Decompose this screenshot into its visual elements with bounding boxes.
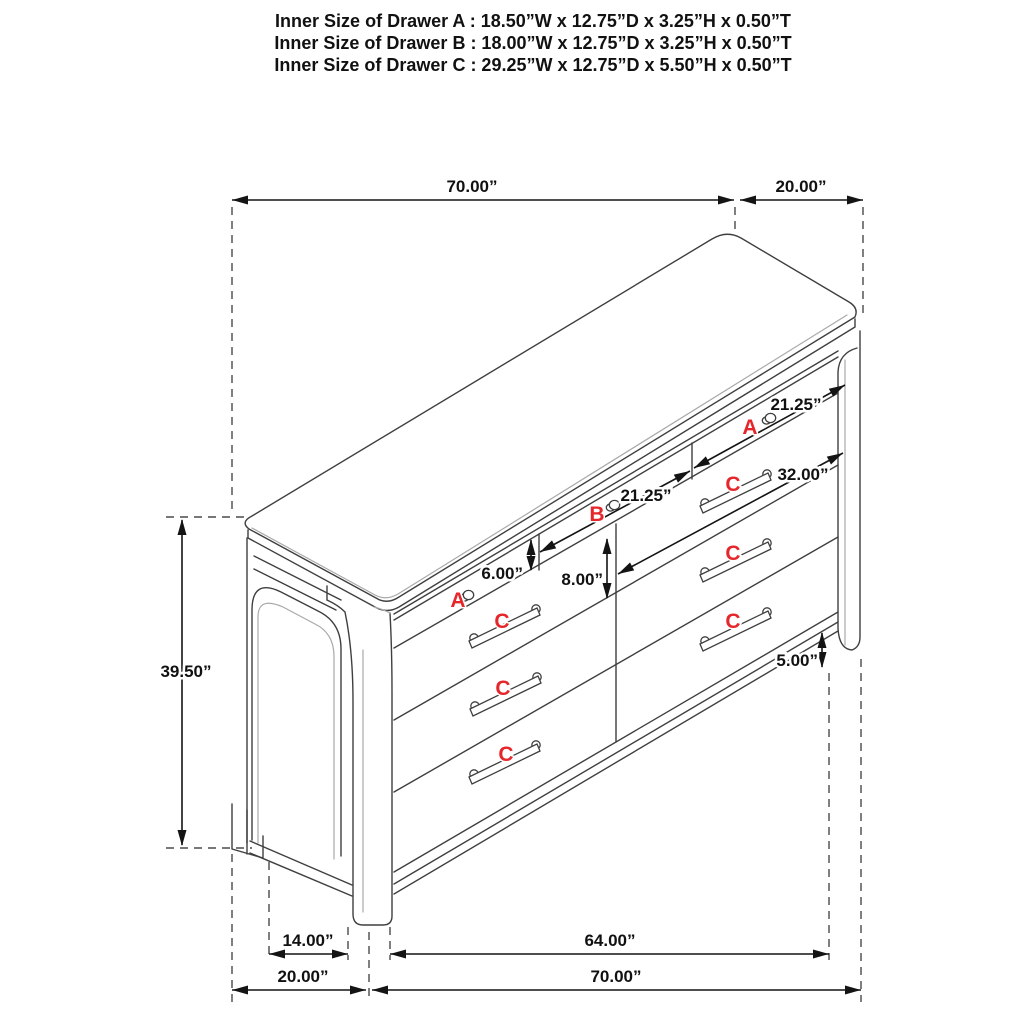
extension-lines bbox=[166, 207, 863, 1002]
front-left-leg bbox=[327, 600, 392, 925]
label-drawer-c-left-3: C bbox=[498, 743, 514, 766]
cabinet-outline bbox=[232, 234, 860, 925]
dim-small-drawer-height: 6.00” bbox=[481, 564, 523, 583]
label-drawer-c-right-2: C bbox=[725, 542, 741, 565]
inner-size-drawer-b: Inner Size of Drawer B : 18.00”W x 12.75”D x 3.25”H x 0.50”T bbox=[274, 33, 792, 53]
label-drawer-a-left: A bbox=[450, 589, 466, 612]
label-drawer-c-right-3: C bbox=[725, 610, 741, 633]
label-drawer-b: B bbox=[589, 503, 605, 526]
dimension-labels bbox=[160, 177, 828, 986]
dim-overall-height: 39.50” bbox=[160, 662, 212, 681]
dimension-lines bbox=[178, 196, 864, 995]
dim-bottom-width: 70.00” bbox=[590, 967, 642, 986]
dim-top-width: 70.00” bbox=[446, 177, 498, 196]
left-panel-outer bbox=[252, 588, 341, 856]
dim-leg-spacing-width: 64.00” bbox=[584, 931, 636, 950]
dim-top-depth: 20.00” bbox=[775, 177, 827, 196]
front-left-leg-inner bbox=[363, 607, 390, 912]
inner-size-header bbox=[127, 10, 939, 76]
dim-drawer-c-width: 32.00” bbox=[777, 465, 829, 484]
inner-size-drawer-c: Inner Size of Drawer C : 29.25”W x 12.75”D x 5.50”H x 0.50”T bbox=[274, 55, 792, 75]
left-bottom-rail bbox=[250, 841, 352, 896]
top-edge-thickness bbox=[248, 319, 855, 611]
label-drawer-a-right: A bbox=[742, 416, 758, 439]
knob-drawer-a-right bbox=[762, 413, 775, 424]
dim-base-clearance: 5.00” bbox=[776, 651, 818, 670]
front-right-leg bbox=[838, 331, 860, 650]
dim-leg-spacing-depth: 14.00” bbox=[282, 931, 334, 950]
label-drawer-c-left-2: C bbox=[495, 677, 511, 700]
left-panel-inner bbox=[258, 603, 334, 859]
drawer-hardware bbox=[460, 413, 775, 784]
dim-drawer-a-width: 21.25” bbox=[770, 395, 822, 414]
dim-drawer-b-width: 21.25” bbox=[620, 486, 672, 505]
label-drawer-c-left-1: C bbox=[494, 610, 510, 633]
dim-large-drawer-height: 8.00” bbox=[561, 570, 603, 589]
drawer-letter-labels bbox=[450, 416, 757, 766]
label-drawer-c-right-1: C bbox=[725, 473, 741, 496]
inner-size-drawer-a: Inner Size of Drawer A : 18.50”W x 12.75”D x 3.25”H x 0.50”T bbox=[275, 11, 791, 31]
dim-bottom-depth: 20.00” bbox=[277, 967, 329, 986]
